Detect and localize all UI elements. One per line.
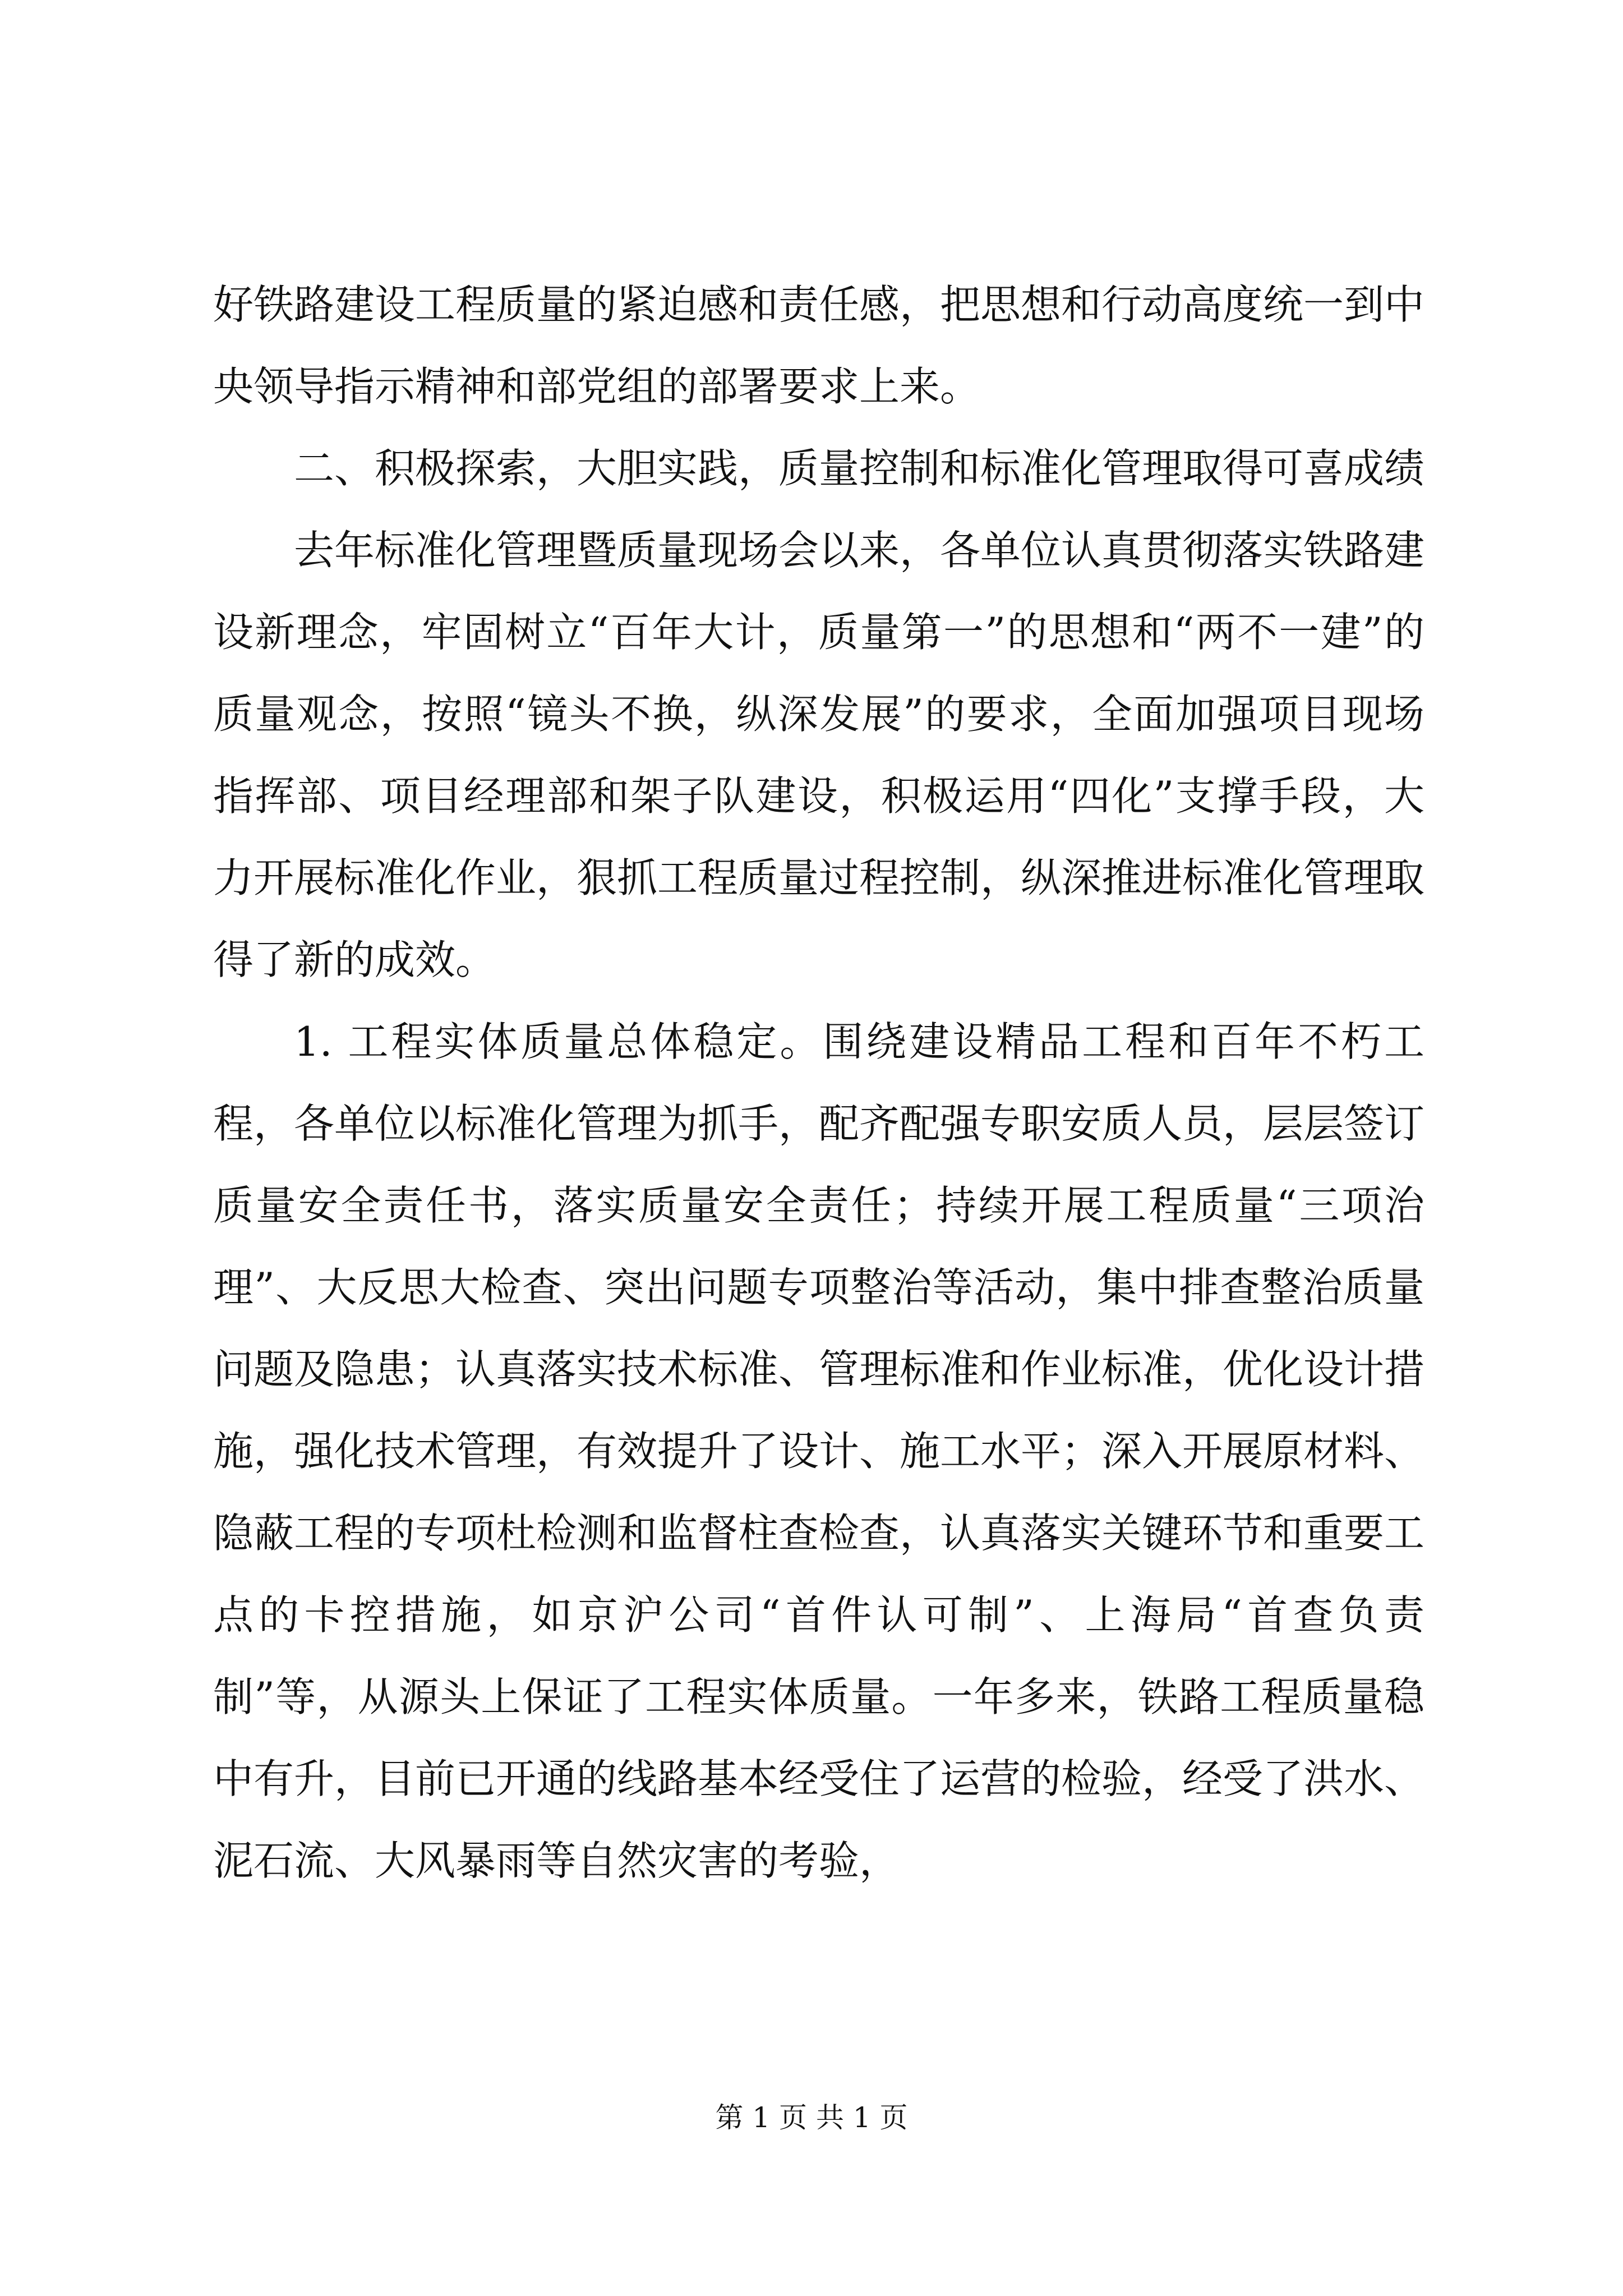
paragraph-item-1: 1. 工程实体质量总体稳定。围绕建设精品工程和百年不朽工程，各单位以标准化管理为抓手，配齐配强专职安质人员，层层签订质量安全责任书，落实质量安全责任；持续开展工程质量“三项治理”、大反思大检查、突出问题专项整治等活动，集中排查整治质量问题及隐患；认真落实技术标准、管理标准和作业标准，优化设计措施，强化技术管理，有效提升了设计、施工水平；深入开展原材料、隐蔽工程的专项杜检测和监督柱查检查，认真落实关键环节和重要工点的卡控措施，如京沪公司“首件认可制”、上海局“首查负责制”等，从源头上保证了工程实体质量。一年多来，铁路工程质量稳中有升，目前已开通的线路基本经受住了运营的检验，经受了洪水、泥石流、大风暴雨等自然灾害的考验， [213,1018,1425,1884]
paragraph-continuation: 好铁路建设工程质量的紧迫感和责任感，把思想和行动高度统一到中央领导指示精神和部党组的部署要求上来。 [213,281,1425,410]
page-number-footer: 第 1 页 共 1 页 [715,2101,908,2134]
section-heading: 二、积极探索，大胆实践，质量控制和标准化管理取得可喜成绩 [294,445,1425,492]
paragraph-intro: 去年标准化管理暨质量现场会以来，各单位认真贯彻落实铁路建设新理念，牢固树立“百年大计，质量第一”的思想和“两不一建”的质量观念，按照“镜头不换，纵深发展”的要求，全面加强项目现场指挥部、项目经理部和架子队建设，积极运用“四化”支撑手段，大力开展标准化作业，狠抓工程质量过程控制，纵深推进标准化管理取得了新的成效。 [213,527,1425,983]
document-body [213,264,1424,1902]
